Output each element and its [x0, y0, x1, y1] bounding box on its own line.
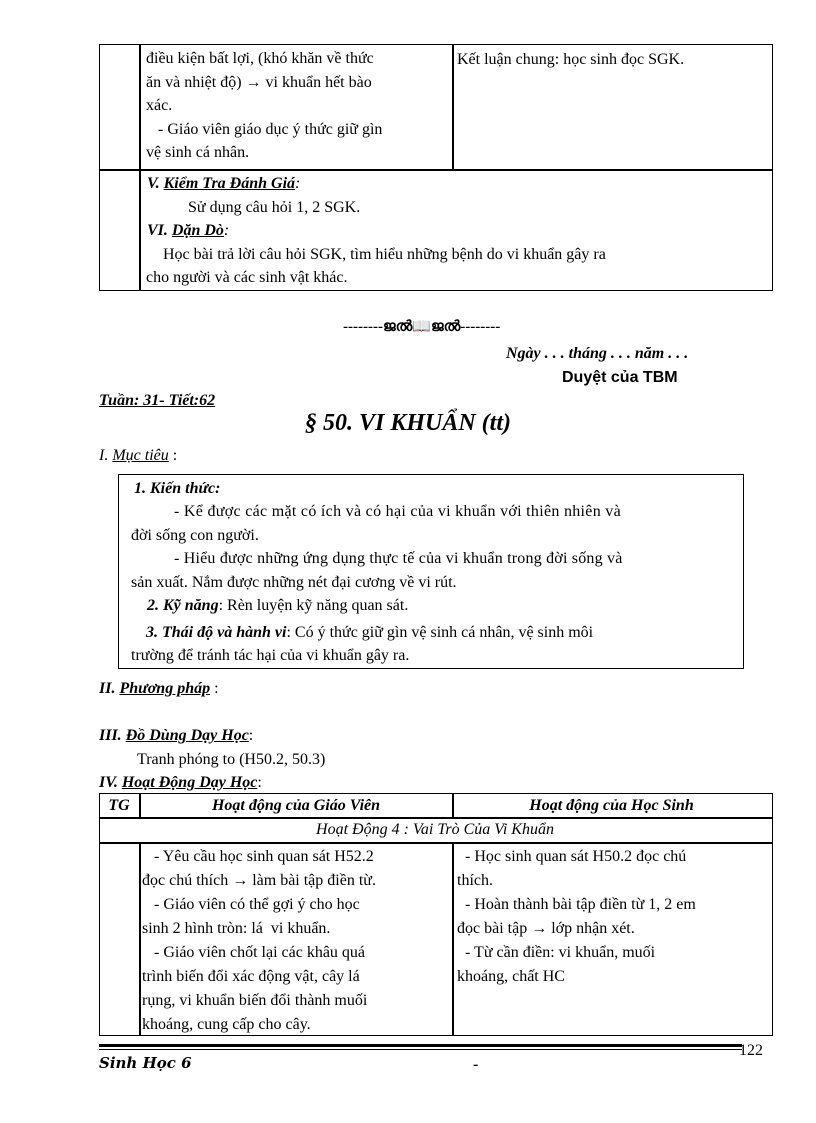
- week-lesson: Tuần: 31- Tiết:62: [99, 392, 216, 409]
- attitude-line: [146, 621, 593, 644]
- text-line: xác.: [146, 97, 173, 114]
- text-line: trình biến đổi xác động vật, cây lá: [142, 968, 360, 985]
- assessment-text: Sử dụng câu hỏi 1, 2 SGK.: [188, 199, 361, 216]
- heading-colon: :: [223, 222, 230, 239]
- homework-line-2: cho người và các sinh vật khác.: [146, 269, 348, 286]
- student-activity-text: [457, 845, 767, 989]
- heading-number: VI.: [147, 222, 172, 239]
- lesson-title: § 50. VI KHUẨN (tt): [304, 410, 511, 436]
- top-table-left-text: [146, 47, 446, 165]
- footer-rule-thick: [99, 1044, 742, 1047]
- text-line: khoáng, cung cấp cho cây.: [142, 1016, 311, 1033]
- skill-heading: 2. Kỹ năng: [147, 597, 219, 614]
- text-line: - Giáo viên chốt lại các khâu quá: [142, 944, 366, 961]
- text-line: đọc bài tập → lớp nhận xét.: [457, 920, 635, 937]
- assessment-heading: [147, 172, 300, 195]
- section-label: Mục tiêu: [112, 447, 169, 464]
- knowledge-item-2: - Hiểu được những ứng dụng thực tế của vi khuẩn trong đời sống và: [174, 550, 623, 567]
- heading-label: Dặn Dò: [171, 222, 224, 239]
- section-suffix: :: [168, 447, 178, 464]
- skill-line: [147, 594, 408, 617]
- section-label: Phương pháp: [119, 680, 211, 697]
- knowledge-item-1-cont: đời sống con người.: [131, 527, 259, 544]
- text-line: - Giáo viên giáo dục ý thức giữ gìn: [146, 120, 383, 138]
- ornamental-separator: --------ജൽ📖ജൽ--------: [343, 319, 501, 335]
- text-line: ăn và nhiệt độ) → vi khuẩn hết bào: [146, 73, 372, 91]
- text-line: - Học sinh quan sát H50.2 đọc chú: [457, 848, 687, 865]
- footer-rule-thin: [99, 1049, 742, 1050]
- section-suffix: :: [210, 680, 219, 697]
- section-number: I.: [99, 447, 113, 464]
- heading-colon: :: [295, 175, 301, 192]
- knowledge-item-1: - Kể được các mặt có ích và có hại của vi khuẩn với thiên nhiên và: [174, 503, 622, 520]
- text-line: - Từ cần điền: vi khuẩn, muối: [457, 944, 656, 961]
- text-line: sinh 2 hình tròn: lá vi khuẩn.: [142, 920, 331, 937]
- skill-text: : Rèn luyện kỹ năng quan sát.: [218, 597, 409, 614]
- text-line: - Giáo viên có thể gợi ý cho học: [142, 896, 360, 913]
- activity-title: Hoạt Động 4 : Vai Trò Của Vi Khuẩn: [316, 821, 554, 838]
- text-line: thích.: [457, 872, 493, 889]
- heading-number: V.: [147, 175, 164, 192]
- section-number: III.: [99, 727, 126, 744]
- homework-heading: [147, 219, 229, 242]
- column-header-teacher: Hoạt động của Giáo Viên: [211, 797, 381, 814]
- text-line: - Yêu cầu học sinh quan sát H52.2: [142, 848, 374, 865]
- column-header-student: Hoạt động của Học Sinh: [529, 797, 694, 814]
- attitude-line-2: trường để tránh tác hại của vi khuẩn gây ra.: [131, 647, 410, 664]
- section-number: IV.: [99, 774, 122, 791]
- knowledge-item-2-cont: sản xuất. Nắm được những nét đại cương về vi rút.: [131, 574, 457, 591]
- section-method-heading: [99, 677, 219, 700]
- section-suffix: :: [248, 727, 254, 744]
- approved-by: Duyệt của TBM: [562, 369, 678, 386]
- heading-label: Kiểm Tra Đánh Giá: [163, 175, 296, 192]
- section-activities-heading: [99, 771, 262, 794]
- text-line: đọc chú thích → làm bài tập điền từ.: [142, 872, 376, 889]
- materials-text: Tranh phóng to (H50.2, 50.3): [137, 751, 326, 768]
- section-label: Hoạt Động Dạy Học: [121, 774, 258, 791]
- attitude-heading: 3. Thái độ và hành vi: [146, 624, 287, 641]
- text-line: rụng, vi khuẩn biến đổi thành muối: [142, 992, 368, 1009]
- date-line: Ngày . . . tháng . . . năm . . .: [506, 345, 689, 362]
- knowledge-heading: 1. Kiến thức:: [134, 480, 221, 497]
- text-line: - Hoàn thành bài tập điền từ 1, 2 em: [457, 896, 696, 913]
- section-objectives-heading: [99, 444, 177, 467]
- text-line: vệ sinh cá nhân.: [146, 144, 250, 161]
- homework-line-1: Học bài trả lời câu hỏi SGK, tìm hiểu những bệnh do vi khuẩn gây ra: [163, 246, 606, 263]
- section-number: II.: [99, 680, 120, 697]
- page-number: 122: [739, 1042, 763, 1059]
- conclusion-text: Kết luận chung: học sinh đọc SGK.: [457, 51, 685, 68]
- column-header-tg: TG: [108, 797, 130, 814]
- section-suffix: :: [257, 774, 262, 791]
- text-line: khoáng, chất HC: [457, 968, 565, 985]
- section-materials-heading: [99, 724, 253, 747]
- teacher-activity-text: [142, 845, 448, 1037]
- text-line: điều kiện bất lợi, (khó khăn về thức: [146, 50, 374, 67]
- attitude-text: : Có ý thức giữ gìn vệ sinh cá nhân, vệ sinh môi: [286, 624, 594, 641]
- footer-dash: -: [473, 1056, 479, 1073]
- footer-subject: Sinh Học 6: [99, 1054, 192, 1072]
- section-label: Đồ Dùng Dạy Học: [125, 727, 249, 744]
